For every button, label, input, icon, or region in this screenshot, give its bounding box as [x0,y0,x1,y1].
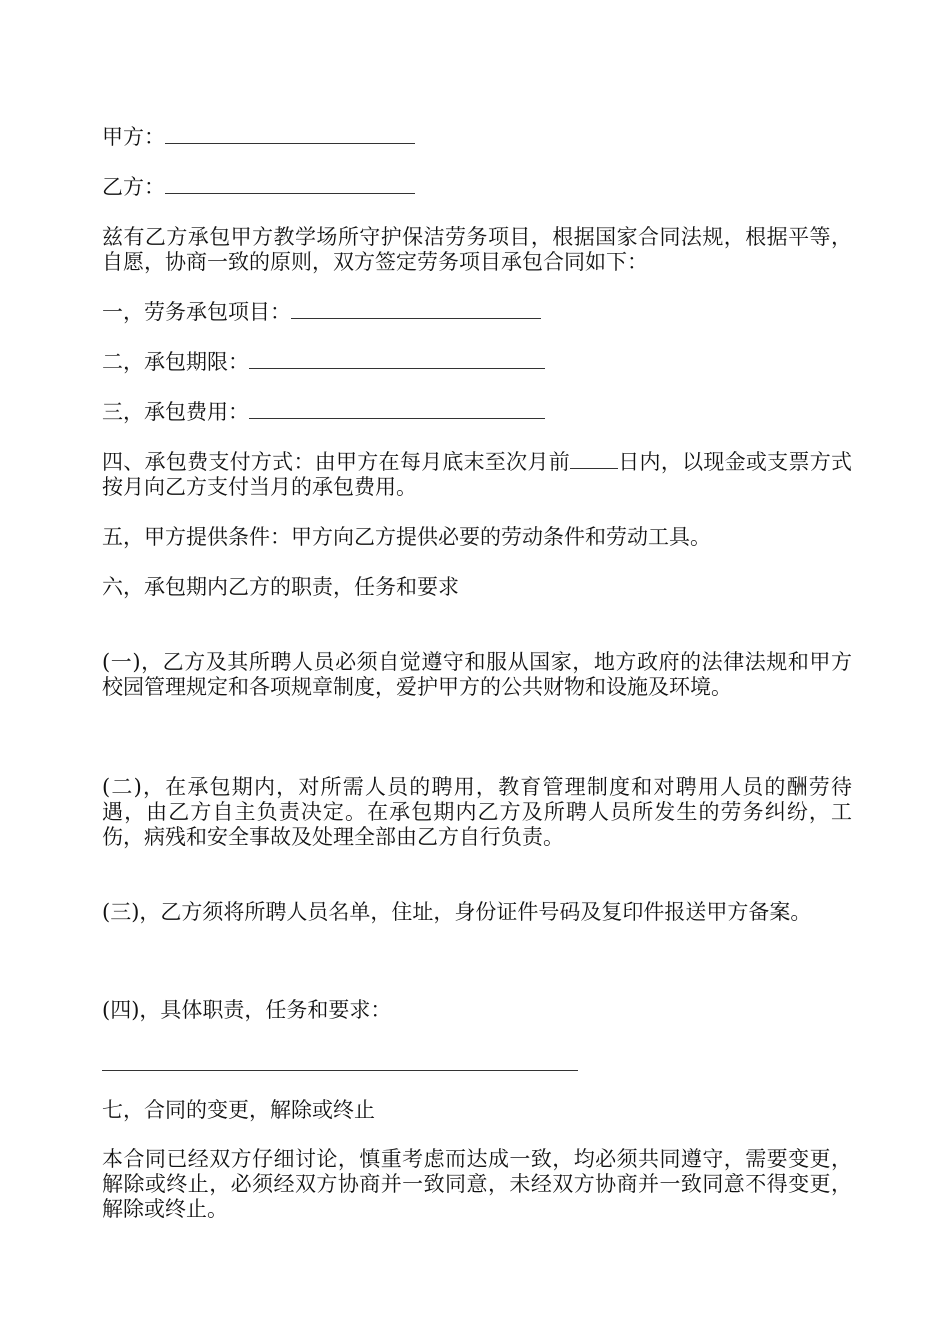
clause4-line: (四)，具体职责，任务和要求： [102,998,392,1022]
clause3-paragraph: (三)，乙方须将所聘人员名单，住址，身份证件号码及复印件报送甲方备案。 [102,900,812,924]
item4-text-after: 日内，以现金或支票方式按月向乙方支付当月的承包费用。 [102,450,852,499]
item2-blank [249,350,545,369]
clause4-blank-rule [102,1070,578,1071]
item2-label: 二，承包期限： [102,350,249,374]
item1-label: 一，劳务承包项目： [102,300,291,324]
item7-paragraph: 本合同已经双方仔细讨论，慎重考虑而达成一致，均必须共同遵守，需要变更，解除或终止，必须经双方协商并一致同意，未经双方协商并一致同意不得变更，解除或终止。 [102,1147,852,1221]
item1-line [102,300,541,325]
intro-paragraph: 兹有乙方承包甲方教学场所守护保洁劳务项目，根据国家合同法规，根据平等，自愿，协商一致的原则，双方签定劳务项目承包合同如下： [102,225,852,274]
clause1-paragraph: (一)，乙方及其所聘人员必须自觉遵守和服从国家，地方政府的法律法规和甲方校园管理规定和各项规章制度，爱护甲方的公共财物和设施及环境。 [102,650,852,699]
item7-heading: 七，合同的变更，解除或终止 [102,1098,375,1122]
party-b-blank [165,175,415,194]
item3-label: 三，承包费用： [102,400,249,424]
item4-paragraph [102,450,852,500]
item3-blank [249,400,545,419]
item5-line: 五，甲方提供条件：甲方向乙方提供必要的劳动条件和劳动工具。 [102,525,711,549]
item1-blank [291,300,541,319]
party-b-label: 乙方： [102,175,165,199]
party-a-line [102,125,415,150]
item2-line [102,350,545,375]
item4-days-blank [570,450,618,469]
party-a-label: 甲方： [102,125,165,149]
clause2-paragraph: (二)，在承包期内，对所需人员的聘用，教育管理制度和对聘用人员的酬劳待遇，由乙方自主负责决定。在承包期内乙方及所聘人员所发生的劳务纠纷，工伤，病残和安全事故及处理全部由乙方自行负责。 [102,775,852,849]
party-b-line [102,175,415,200]
item3-line [102,400,545,425]
item4-text-before: 四、承包费支付方式：由甲方在每月底末至次月前 [102,450,570,474]
item6-heading: 六，承包期内乙方的职责，任务和要求 [102,575,459,599]
party-a-blank [165,125,415,144]
